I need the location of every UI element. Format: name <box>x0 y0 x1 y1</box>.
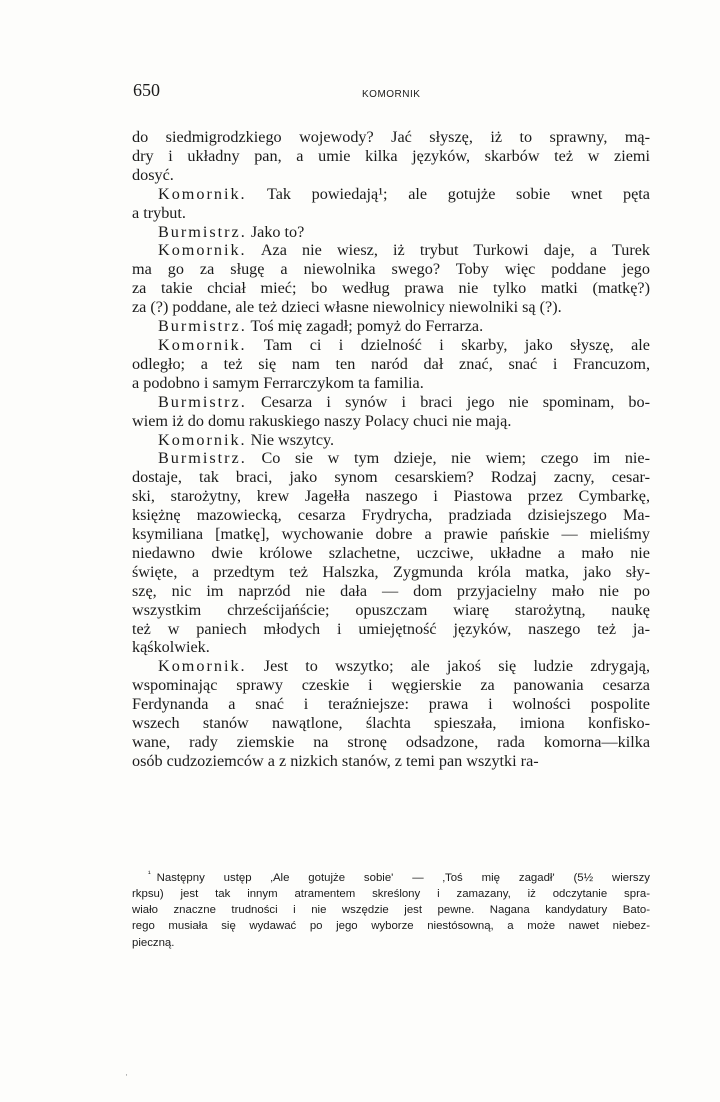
footnote-line <box>132 886 650 902</box>
footnote-text: wiało znaczne trudności i nie wszędzie jest pewne. Nagana kandydatury Bato- <box>132 904 650 917</box>
text-line <box>132 374 650 393</box>
text-line <box>132 525 650 544</box>
footnote-text: pieczną. <box>132 936 175 949</box>
text-line <box>132 752 650 771</box>
text-line <box>132 487 650 506</box>
text-line <box>132 166 650 185</box>
footnote-line <box>132 902 650 918</box>
speech-line <box>132 223 650 242</box>
text-line <box>132 714 650 733</box>
line-text: wspominając sprawy czeskie i węgierskie za panowania cesarza <box>132 676 650 695</box>
text-line <box>132 506 650 525</box>
speaker-name: Komornik. <box>158 657 247 676</box>
line-text: a trybut. <box>132 203 186 222</box>
text-line <box>132 298 650 317</box>
footnote-line <box>132 866 650 886</box>
line-text: Jest to wszytko; ale jakoś się ludzie zdrygają, <box>246 657 650 676</box>
text-line <box>132 355 650 374</box>
text-line <box>132 733 650 752</box>
stray-mark: · <box>125 1070 128 1080</box>
line-text: dosyć. <box>132 165 174 184</box>
page-number: 650 <box>133 80 160 100</box>
text-line <box>132 676 650 695</box>
line-text: odległo; a też się nam ten naród dał znać, snać i Francuzom, <box>132 354 650 373</box>
speaker-name: Komornik. <box>158 430 247 449</box>
footnote-line <box>132 935 650 951</box>
footnote-marker: ¹ <box>148 869 151 878</box>
line-text: Tak powiedają¹; ale gotujże sobie wnet pęta <box>246 184 650 203</box>
footnotes <box>132 866 650 951</box>
line-text: wszech stanów nawątlone, ślachta spieszała, imiona konfisko- <box>132 714 650 733</box>
speech-line <box>132 449 650 468</box>
line-text: osób cudzoziemców a z nizkich stanów, z temi pan wszytki ra- <box>132 751 539 770</box>
line-text: ski, starożytny, krew Jagełła naszego i Piastowa przez Cymbarkę, <box>132 487 650 506</box>
line-text: Co sie w tym dzieje, nie wiem; czego im nie- <box>246 449 650 468</box>
speaker-name: Komornik. <box>158 335 247 354</box>
line-text: Tam ci i dzielność i skarby, jako słyszę, ale <box>246 335 650 354</box>
line-text: Cesarza i synów i braci jego nie spominam, bo- <box>246 392 650 411</box>
text-line <box>132 204 650 223</box>
line-text: a podobno i samym Ferrarczykom ta familia. <box>132 373 424 392</box>
speech-line <box>132 185 650 204</box>
line-text: Ferdynanda a snać i teraźniejsze: prawa i wolności pospolite <box>132 695 650 714</box>
line-text: dostaje, tak braci, jako synom cesarskiem? Rodzaj zacny, cesar- <box>132 468 650 487</box>
line-text: też w paniech młodych i umiejętność języków, naszego też ja- <box>132 619 650 638</box>
line-text: za takie chciał mieć; bo według prawa nie tylko matki (matkę?) <box>132 279 650 298</box>
line-text: ma go za sługę a niewolnika swego? Toby więc poddane jego <box>132 260 650 279</box>
line-text: księżnę mazowiecką, cesarza Frydrycha, pradziada dzisiejszego Ma- <box>132 506 650 525</box>
speaker-name: Burmistrz. <box>158 222 247 241</box>
line-text: wiem iż do domu rakuskiego naszy Polacy chuci nie mają. <box>132 411 512 430</box>
text-line <box>132 695 650 714</box>
text-line <box>132 260 650 279</box>
text-line <box>132 601 650 620</box>
line-text: ksymiliana [matkę], wychowanie dobre a prawie pańskie — mieliśmy <box>132 525 650 544</box>
text-line <box>132 412 650 431</box>
speech-line <box>132 657 650 676</box>
speech-line <box>132 336 650 355</box>
line-text: wane, rady ziemskie na stronę odsadzone, rada komorna—kilka <box>132 733 650 751</box>
footnote-text: rkpsu) jest tak innym atramentem skreślony i zamazany, iż odczytanie spra- <box>132 888 650 900</box>
text-line <box>132 563 650 582</box>
line-text: Jako to? <box>246 222 305 241</box>
text-line <box>132 620 650 639</box>
line-text: niedawno dwie królowe szlachetne, uczciwe, układne a mało nie <box>132 543 650 562</box>
speaker-name: Burmistrz. <box>158 449 247 468</box>
line-text: do siedmigrodzkiego wojewody? Jać słyszę, iż to sprawny, mą- <box>132 128 650 146</box>
text-line <box>132 544 650 563</box>
text-line <box>132 279 650 298</box>
line-text: święte, a przedtym też Halszka, Zygmunda króla matka, jako sły- <box>132 562 650 581</box>
text-line <box>132 128 650 147</box>
line-text: Toś mię zagadł; pomyż do Ferrarza. <box>246 317 484 336</box>
speaker-name: Burmistrz. <box>158 392 247 411</box>
text-line <box>132 468 650 487</box>
speech-line <box>132 431 650 450</box>
text-line <box>132 582 650 601</box>
speech-line <box>132 317 650 336</box>
text-line <box>132 638 650 657</box>
speech-line <box>132 241 650 260</box>
line-text: kąśkolwiek. <box>132 638 210 657</box>
speaker-name: Komornik. <box>158 184 247 203</box>
line-text: Nie wszytcy. <box>246 430 335 449</box>
line-text: dry i układny pan, a umie kilka języków, skarbów też w ziemi <box>132 146 650 165</box>
line-text: za (?) poddane, ale też dzieci własne niewolnicy niewolniki są (?). <box>132 298 562 317</box>
footnote-text: Następny ustęp ‚Ale gotujże sobie' — ‚Toś mię zagadł' (5½ wierszy <box>156 871 650 884</box>
line-text: wszystkim chrześcijańście; opuszczam wiarę starożytną, naukę <box>132 600 650 619</box>
running-head: KOMORNIK <box>362 89 421 100</box>
speaker-name: Komornik. <box>158 241 247 260</box>
text-line <box>132 147 650 166</box>
footnote-line <box>132 918 650 934</box>
speech-line <box>132 393 650 412</box>
footnote-text: rego musiała się wydawać po jego wyborze niestósowną, a może nawet niebez- <box>132 920 650 933</box>
main-text <box>132 128 650 771</box>
speaker-name: Burmistrz. <box>158 317 247 336</box>
line-text: szę, nic im naprzód nie dała — dom przyjacielny mało nie po <box>132 581 650 600</box>
line-text: Aza nie wiesz, iż trybut Turkowi daje, a Turek <box>246 241 650 260</box>
